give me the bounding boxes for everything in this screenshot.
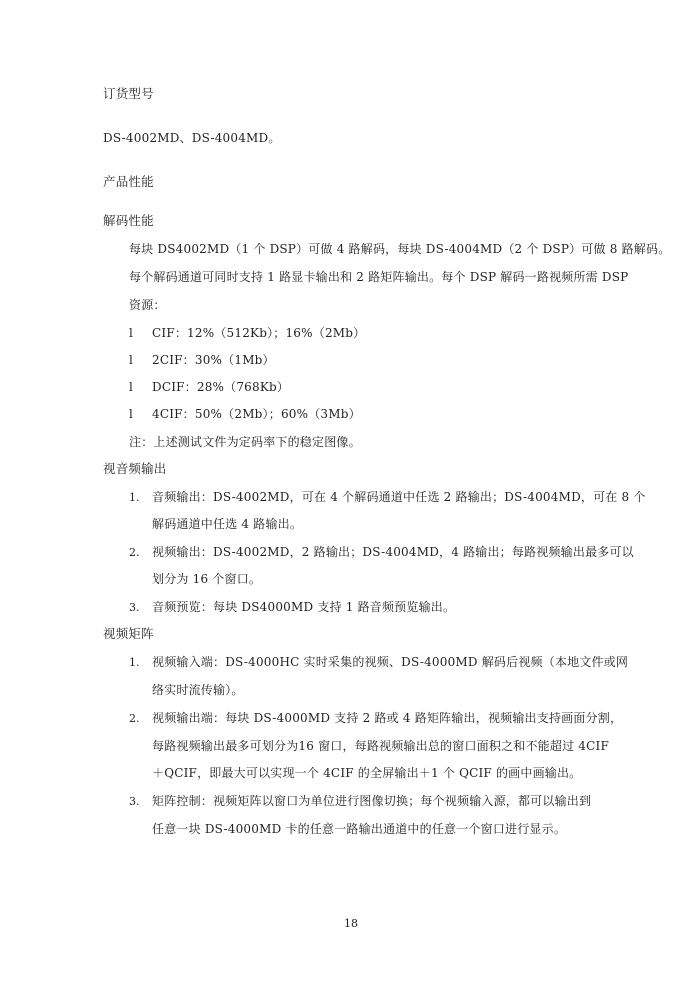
av-output-item-line: 音频输出：DS-4002MD，可在 4 个解码通道中任选 2 路输出；DS-4004MD，可在 8 个 (152, 490, 646, 504)
matrix-item-line: 矩阵控制：视频矩阵以窗口为单位进行图像切换；每个视频输入源，都可以输出到 (152, 794, 592, 808)
decode-bullet-item: 4CIF：50%（2Mb）；60%（3Mb） (152, 407, 361, 421)
list-number: 1. (129, 656, 140, 669)
av-output-item-line: 划分为 16 个窗口。 (152, 572, 262, 586)
bullet-marker: l (129, 407, 133, 421)
bullet-marker: l (129, 353, 133, 367)
av-output-heading: 视音频输出 (103, 461, 167, 476)
decode-para-line: 资源： (129, 298, 166, 312)
decode-bullet-item: CIF：12%（512Kb）；16%（2Mb） (152, 326, 366, 340)
decode-para-line: 每块 DS4002MD（1 个 DSP）可做 4 路解码，每块 DS-4004MD（2 个 DSP）可做 8 路解码。 (129, 242, 671, 256)
list-number: 2. (129, 712, 140, 725)
list-number: 3. (129, 601, 140, 614)
matrix-item-line: 每路视频输出最多可划分为16 窗口，每路视频输出总的窗口面积之和不能超过 4CIF (152, 739, 609, 753)
av-output-item-line: 解码通道中任选 4 路输出。 (152, 517, 303, 531)
matrix-item-line: 络实时流传输）。 (152, 683, 244, 697)
list-number: 1. (129, 491, 140, 504)
order-heading: 订货型号 (103, 86, 154, 101)
bullet-marker: l (129, 326, 133, 340)
page-number: 18 (344, 917, 358, 930)
performance-heading: 产品性能 (103, 174, 154, 189)
matrix-item-line: ＋QCIF，即最大可以实现一个 4CIF 的全屏输出＋1 个 QCIF 的画中画输出。 (152, 766, 582, 780)
av-output-item-line: 音频预览：每块 DS4000MD 支持 1 路音频预览输出。 (152, 600, 456, 614)
list-number: 3. (129, 795, 140, 808)
matrix-heading: 视频矩阵 (103, 626, 154, 641)
decode-para-line: 每个解码通道可同时支持 1 路显卡输出和 2 路矩阵输出。每个 DSP 解码一路视频所需 DSP (129, 270, 629, 284)
decode-bullet-item: DCIF：28%（768Kb） (152, 380, 290, 394)
bullet-marker: l (129, 380, 133, 394)
matrix-item-line: 任意一块 DS-4000MD 卡的任意一路输出通道中的任意一个窗口进行显示。 (152, 822, 567, 836)
decode-note: 注：上述测试文件为定码率下的稳定图像。 (129, 435, 361, 449)
order-models: DS-4002MD、DS-4004MD。 (103, 131, 281, 145)
matrix-item-line: 视频输出端：每块 DS-4000MD 支持 2 路或 4 路矩阵输出，视频输出支持画面分割， (152, 711, 623, 725)
matrix-item-line: 视频输入端：DS-4000HC 实时采集的视频、DS-4000MD 解码后视频（本地文件或网 (152, 655, 629, 669)
decode-bullet-item: 2CIF：30%（1Mb） (152, 353, 275, 367)
list-number: 2. (129, 546, 140, 559)
decode-heading: 解码性能 (103, 213, 154, 228)
av-output-item-line: 视频输出：DS-4002MD，2 路输出；DS-4004MD，4 路输出；每路视频输出最多可以 (152, 545, 634, 559)
